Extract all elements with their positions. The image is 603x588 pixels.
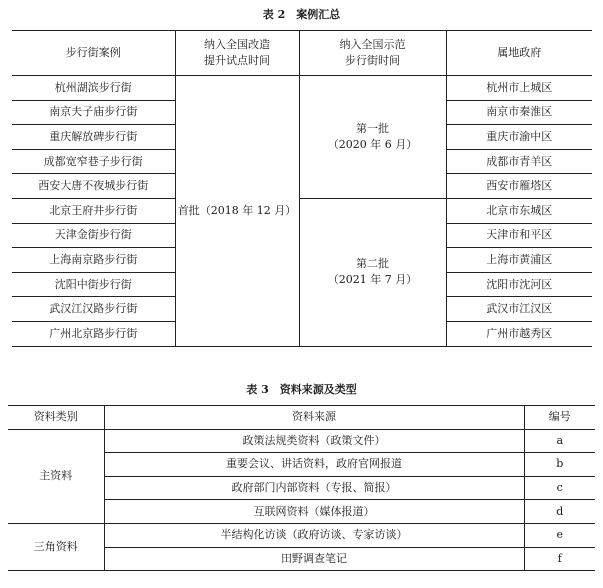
code-cell: c (524, 476, 595, 500)
gov-cell: 广州市越秀区 (446, 321, 592, 346)
source-cell: 半结构化访谈（政府访谈、专家访谈） (104, 523, 524, 547)
case-cell: 成都宽窄巷子步行街 (12, 149, 175, 174)
demo-batch2-line1: 第二批 (356, 257, 389, 271)
table-row (8, 429, 595, 453)
demo-batch1-cell (299, 76, 446, 199)
pilot-batch-cell: 首批（2018 年 12 月） (175, 76, 299, 347)
case-cell: 天津金街步行街 (12, 223, 175, 248)
table3-caption: 表 3 资料来源及类型 (246, 383, 357, 396)
header-type: 资料类别 (8, 406, 104, 430)
table2-header-row (12, 31, 592, 76)
gov-cell: 北京市东城区 (446, 198, 592, 223)
gov-cell: 上海市黄浦区 (446, 248, 592, 273)
header-code: 编号 (524, 406, 595, 430)
code-cell: e (524, 523, 595, 547)
gov-cell: 成都市青羊区 (446, 149, 592, 174)
data-source-table (8, 405, 595, 571)
demo-batch1-line1: 第一批 (356, 121, 389, 135)
header-case: 步行街案例 (12, 31, 175, 76)
case-cell: 西安大唐不夜城步行街 (12, 174, 175, 199)
gov-cell: 西安市雁塔区 (446, 174, 592, 199)
header-pilot-line1: 纳入全国改造 (204, 38, 270, 51)
table2-caption: 表 2 案例汇总 (262, 8, 341, 21)
case-cell: 广州北京路步行街 (12, 321, 175, 346)
code-cell: f (524, 547, 595, 571)
gov-cell: 武汉市江汉区 (446, 297, 592, 322)
case-cell: 杭州湖滨步行街 (12, 76, 175, 101)
header-source: 资料来源 (104, 406, 524, 430)
gov-cell: 沈阳市沈河区 (446, 272, 592, 297)
header-demo-line2: 步行街时间 (345, 54, 400, 67)
case-cell: 沈阳中街步行街 (12, 272, 175, 297)
header-demo-time (299, 31, 446, 76)
source-cell: 互联网资料（媒体报道） (104, 500, 524, 524)
source-cell: 田野调查笔记 (104, 547, 524, 571)
group-tri-cell: 三角资料 (8, 523, 104, 570)
header-pilot-time (175, 31, 299, 76)
group-main-cell: 主资料 (8, 429, 104, 523)
case-cell: 上海南京路步行街 (12, 248, 175, 273)
gov-cell: 重庆市渝中区 (446, 125, 592, 150)
case-cell: 重庆解放碑步行街 (12, 125, 175, 150)
code-cell: b (524, 453, 595, 477)
table3-header-row (8, 406, 595, 430)
header-pilot-line2: 提升试点时间 (204, 54, 270, 67)
case-summary-table (12, 30, 592, 347)
source-cell: 政府部门内部资料（专报、简报） (104, 476, 524, 500)
table-row (12, 76, 592, 101)
source-cell: 重要会议、讲话资料，政府官网报道 (104, 453, 524, 477)
demo-batch2-cell (299, 198, 446, 346)
header-gov: 属地政府 (446, 31, 592, 76)
header-demo-line1: 纳入全国示范 (339, 38, 406, 51)
table-row (8, 523, 595, 547)
demo-batch1-line2: （2020 年 6 月） (327, 137, 418, 151)
gov-cell: 杭州市上城区 (446, 76, 592, 101)
code-cell: a (524, 429, 595, 453)
case-cell: 北京王府井步行街 (12, 198, 175, 223)
source-cell: 政策法规类资料（政策文件） (104, 429, 524, 453)
code-cell: d (524, 500, 595, 524)
demo-batch2-line2: （2021 年 7 月） (327, 273, 418, 287)
gov-cell: 天津市和平区 (446, 223, 592, 248)
gov-cell: 南京市秦淮区 (446, 100, 592, 125)
case-cell: 南京夫子庙步行街 (12, 100, 175, 125)
table-row (12, 198, 592, 223)
case-cell: 武汉江汉路步行街 (12, 297, 175, 322)
